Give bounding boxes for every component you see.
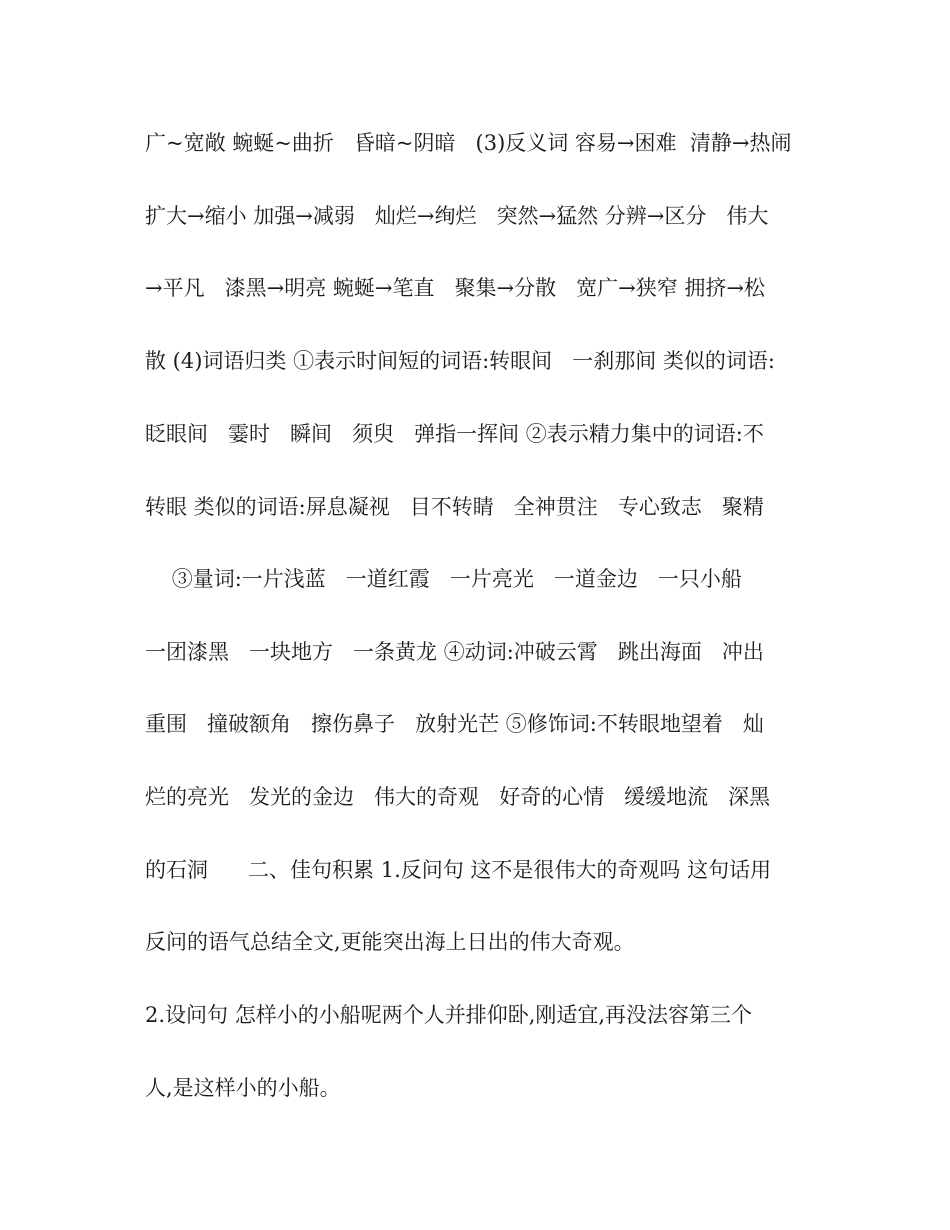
text-line-9: 重围 撞破额角 擦伤鼻子 放射光芒 ⑤修饰词:不转眼地望着 灿	[145, 712, 764, 736]
text-line-3: →平凡 漆黑→明亮 蜿蜒→笔直 聚集→分散 宽广→狭窄 拥挤→松	[145, 276, 766, 300]
text-line-2: 扩大→缩小 加强→减弱 灿烂→绚烂 突然→猛然 分辨→区分 伟大	[145, 204, 769, 228]
text-line-11: 的石洞 二、佳句积累 1.反问句 这不是很伟大的奇观吗 这句话用	[145, 858, 772, 882]
text-line-12: 反问的语气总结全文,更能突出海上日出的伟大奇观。	[145, 930, 635, 954]
text-line-1: 广~宽敞 蜿蜒~曲折 昏暗~阴暗 (3)反义词 容易→困难 清静→热闹	[145, 131, 792, 155]
text-line-6: 转眼 类似的词语:屏息凝视 目不转睛 全神贯注 专心致志 聚精	[145, 495, 764, 519]
text-line-10: 烂的亮光 发光的金边 伟大的奇观 好奇的心情 缓缓地流 深黑	[145, 785, 771, 809]
text-line-5: 眨眼间 霎时 瞬间 须臾 弹指一挥间 ②表示精力集中的词语:不	[145, 422, 764, 446]
text-line-7: ③量词:一片浅蓝 一道红霞 一片亮光 一道金边 一只小船	[145, 567, 742, 591]
text-line-4: 散 (4)词语归类 ①表示时间短的词语:转眼间 一刹那间 类似的词语:	[145, 349, 775, 373]
text-line-14: 人,是这样小的小船。	[145, 1076, 341, 1100]
text-line-13: 2.设问句 怎样小的小船呢两个人并排仰卧,刚适宜,再没法容第三个	[145, 1003, 753, 1027]
text-line-8: 一团漆黑 一块地方 一条黄龙 ④动词:冲破云霄 跳出海面 冲出	[145, 640, 764, 664]
